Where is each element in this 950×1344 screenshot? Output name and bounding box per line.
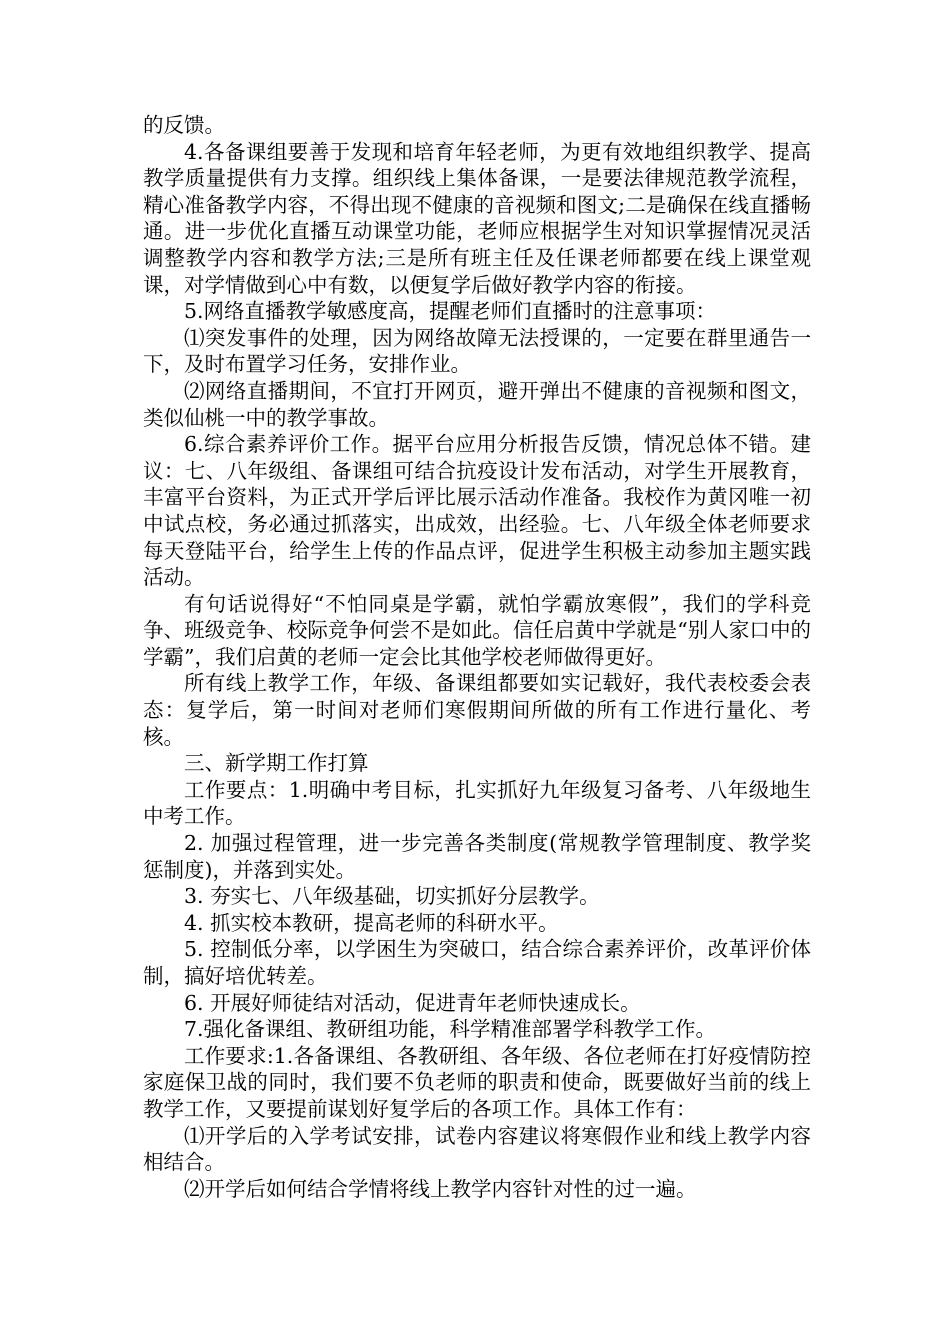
paragraph-key-point-4: 4. 抓实校本教研，提高老师的科研水平。 xyxy=(184,910,559,935)
paragraph-item-4: 4.各备课组要善于发现和培育年轻老师，为更有效地组织教学、提高教学质量提供有力支撑。组织线上集体备课，一是要法律规范教学流程，精心准备教学内容，不得出现不健康的音视频和图文;二是确保在线直播畅通。进一步优化直播互动课堂功能，老师应根据学生对知识掌握情况灵活调整教学内容和教学方法;三是所有班主任及任课老师都要在线上课堂观课，对学情做到心中有数，以便复学后做好教学内容的衔接。 xyxy=(143,139,811,297)
paragraph-commitment: 所有线上教学工作，年级、备课组都要如实记载好，我代表校委会表态：复学后，第一时间对老师们寒假期间所做的所有工作进行量化、考核。 xyxy=(143,671,811,749)
paragraph-requirement-sub-2: ⑵开学后如何结合学情将线上教学内容针对性的过一遍。 xyxy=(184,1176,697,1201)
paragraph-key-point-6: 6. 开展好师徒结对活动，促进青年老师快速成长。 xyxy=(184,990,641,1015)
paragraph-item-6: 6.综合素养评价工作。据平台应用分析报告反馈，情况总体不错。建议：七、八年级组、备课组可结合抗疫设计发布活动，对学生开展教育，丰富平台资料，为正式开学后评比展示活动作准备。我校作为黄冈唯一初中试点校，务必通过抓落实，出成效，出经验。七、八年级全体老师要求每天登陆平台，给学生上传的作品点评，促进学生积极主动参加主题实践活动。 xyxy=(143,432,811,590)
paragraph-requirements: 工作要求:1.各备课组、各教研组、各年级、各位老师在打好疫情防控家庭保卫战的同时，我们要不负老师的职责和使命，既要做好当前的线上教学工作，又要提前谋划好复学后的各项工作。具体工作有： xyxy=(143,1043,811,1121)
paragraph-key-point-5: 5. 控制低分率，以学困生为突破口，结合综合素养评价，改革评价体制，搞好培优转差。 xyxy=(143,937,811,988)
paragraph-key-point-2: 2. 加强过程管理，进一步完善各类制度(常规教学管理制度、教学奖惩制度)，并落到实处。 xyxy=(143,831,811,882)
paragraph-subitem-2: ⑵网络直播期间，不宜打开网页，避开弹出不健康的音视频和图文，类似仙桃一中的教学事故。 xyxy=(143,378,811,430)
paragraph-saying: 有句话说得好“不怕同桌是学霸，就怕学霸放寒假”，我们的学科竞争、班级竞争、校际竞争何尝不是如此。信任启黄中学就是“别人家口中的学霸”，我们启黄的老师一定会比其他学校老师做得更好。 xyxy=(143,591,811,669)
section-heading-new-term: 三、新学期工作打算 xyxy=(184,751,369,776)
document-body xyxy=(143,112,811,1202)
paragraph-key-point-3: 3. 夯实七、八年级基础，切实抓好分层教学。 xyxy=(184,884,600,909)
paragraph-requirement-sub-1: ⑴开学后的入学考试安排，试卷内容建议将寒假作业和线上教学内容相结合。 xyxy=(143,1123,811,1175)
paragraph-continuation: 的反馈。 xyxy=(143,113,225,137)
paragraph-key-point-7: 7.强化备课组、教研组功能，科学精准部署学科教学工作。 xyxy=(184,1017,717,1042)
paragraph-key-point-1: 工作要点：1.明确中考目标，扎实抓好九年级复习备考、八年级地生中考工作。 xyxy=(143,777,811,829)
paragraph-item-5: 5.网络直播教学敏感度高，提醒老师们直播时的注意事项： xyxy=(184,299,717,324)
paragraph-subitem-1: ⑴突发事件的处理，因为网络故障无法授课的，一定要在群里通告一下，及时布置学习任务，安排作业。 xyxy=(143,325,811,377)
